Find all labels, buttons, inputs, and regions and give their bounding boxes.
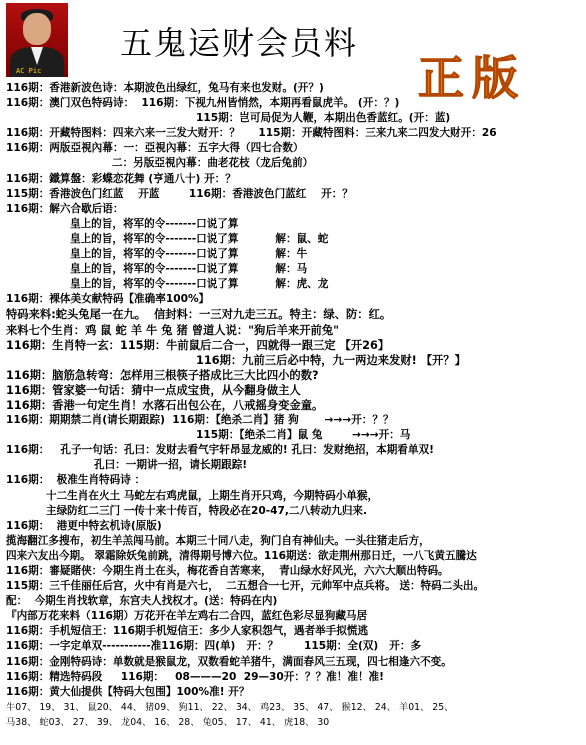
text-line: 115期：香港波色门红蓝 开蓝 116期：香港波色门蓝红 开：？ (6, 187, 353, 200)
article-body (6, 81, 584, 730)
poem-line: 主绿防红二三门 一传十来十传百，特段必在20-47,二八转动九归来. (46, 504, 368, 517)
text-line: 116期：开藏特图料：四来六来一三发大财开：？ 115期：开藏特图料：三来九来二四发大财开：26 (6, 127, 497, 140)
text-line: 116期： 港更中特玄机诗(原版) (6, 519, 162, 532)
text-line: 116期： 极准生肖特码诗 ： (6, 474, 146, 487)
number-list-line: 牛07、 19、 31、 鼠20、 44、 猪09、 狗11、 22、 34、 鸡23、 35、 47、 猴12、 24、 羊01、 25、 (6, 701, 454, 713)
text-line: 116期：解六合歇后语： (6, 202, 124, 215)
text-line: 二：另版亞視內幕：曲老花枝（龙后兔前） (112, 157, 314, 170)
text-line: 115期：岂可局促为人鞭，本期出色香蓝红。(开：蓝) (196, 112, 451, 125)
text-line: 116期：生肖特一玄：115期：牛前鼠后二合一，四就得一跟三定 【开26】 (6, 338, 390, 352)
text-line: 115期：三千佳丽任后宫，火中有肖是六七， 二五想合一七开，元帅军中点兵将。 送：特码二头出。 (6, 580, 485, 593)
text-line: 116期：期期禁二肖(请长期跟踪) 116期：【绝杀二肖】猪 狗 →→→开：？？ (6, 414, 394, 427)
text-line: 揽海翻江多搜布，初生羊羔闯马前。本期三十同八走，狗门自有神仙夫。一头往猪走后方， (6, 534, 430, 547)
text-line: 116期：香港一句定生肖！水落石出包公在，八戒摇身变金童。 (6, 398, 324, 412)
text-line: 116期：脑筋急转弯：怎样用三根筷子搭成比三大比四小的数? (6, 368, 319, 382)
genuine-badge: 正版 (418, 51, 526, 105)
text-line: 配： 今期生肖找软章，东宫夫人找权才。(送：特码在内) (6, 595, 278, 608)
text-line: 116期：手机短信王：116期手机短信王：多少人家积怨气，遇者举手拟慌逃 (6, 625, 369, 638)
text-line: 116期：審疑賭侠：今期生肖土在头，梅花香自苦寒来， 青山绿水好风光，六六大顺出特码。 (6, 565, 449, 577)
riddle-line: 皇上的旨，将军的令-------口说了算 解：马 (70, 263, 308, 276)
poem-line: 十二生肖在火土 马蛇左右鸡虎鼠，上期生肖开只鸡，今期特码小单猴， (46, 489, 379, 502)
text-line: 116期：管家婆一句话：猜中一点成宝贵，从今翻身做主人 (6, 383, 301, 397)
text-line: 特码来料:蛇头兔尾一在九。 信封料：一三对九走三五。特主：绿、防：红。 (6, 308, 392, 322)
text-line: 116期：黄大仙提供【特码大包围】100%准! 开？ (6, 685, 250, 698)
text-line: 116期：九前三后必中特，九一两边来发财! 【开？】 (196, 353, 466, 367)
text-line: 116期：澳门双色特码诗： 116期：下视九州皆悄然，本期再看鼠虎羊。 (开：？) (6, 97, 400, 110)
text-line: 116期：两版亞視內幕：一：亞視內幕：五字大得（四七合数） (6, 142, 304, 155)
text-line: 『内部万花来料（116期）万花开在羊左鸡右二合四，蓝红色彩尽显狗藏马居 (6, 610, 368, 623)
text-line: 116期：香港新波色诗：本期波色出绿红，兔马有来也发财。(开？) (6, 82, 324, 94)
text-line: 116期：鐵算盤：彩蝶恋花舞 (亨通八十) 开：？ (6, 172, 236, 185)
portrait-photo (6, 3, 68, 77)
text-line: 116期：金刚特码诗：单数就是猴鼠龙，双数看蛇羊猪牛，满面春风三五现，四七相逢六不变。 (6, 655, 452, 668)
text-line: 116期：一字定单双-----------准116期：四(单) 开：？ 115期：全(双) 开：多 (6, 640, 422, 653)
text-line: 孔曰：一期讲一招，请长期跟踪! (94, 459, 248, 472)
riddle-line: 皇上的旨，将军的令-------口说了算 (70, 217, 239, 230)
text-line: 116期：精选特码段 116期： 08———20 29—30开：？？准！准！准! (6, 670, 384, 683)
text-line: 116期： 孔子一句话：孔曰：发财去看气宇轩昂显龙威的! 孔曰：发财绝招，本期看单双! (6, 444, 434, 457)
text-line: 四来六友出今期。 翠霜除妖兔前跳，清得期号博六位。116期送：欲走荆州那日迁，一八飞黄五騰达 (6, 549, 477, 562)
text-line: 来料七个生肖：鸡 鼠 蛇 羊 牛 兔 猪 曾道人说："狗后羊来开前兔" (6, 323, 340, 337)
riddle-line: 皇上的旨，将军的令-------口说了算 解：虎、龙 (70, 278, 329, 291)
photo-caption: AC Pic (16, 67, 42, 75)
text-line: 116期：裸体美女献特码【准确率100%】 (6, 293, 210, 306)
text-line: 115期：【绝杀二肖】鼠 兔 →→→开：马 (196, 429, 411, 442)
riddle-line: 皇上的旨，将军的令-------口说了算 解：鼠、蛇 (70, 232, 329, 245)
page-title: 五鬼运财会员料 (120, 24, 359, 62)
number-list-line: 马38、 蛇03、 27、 39、 龙04、 16、 28、 兔05、 17、 41、 虎18、 30 (6, 716, 330, 728)
riddle-line: 皇上的旨，将军的令-------口说了算 解：牛 (70, 248, 308, 261)
